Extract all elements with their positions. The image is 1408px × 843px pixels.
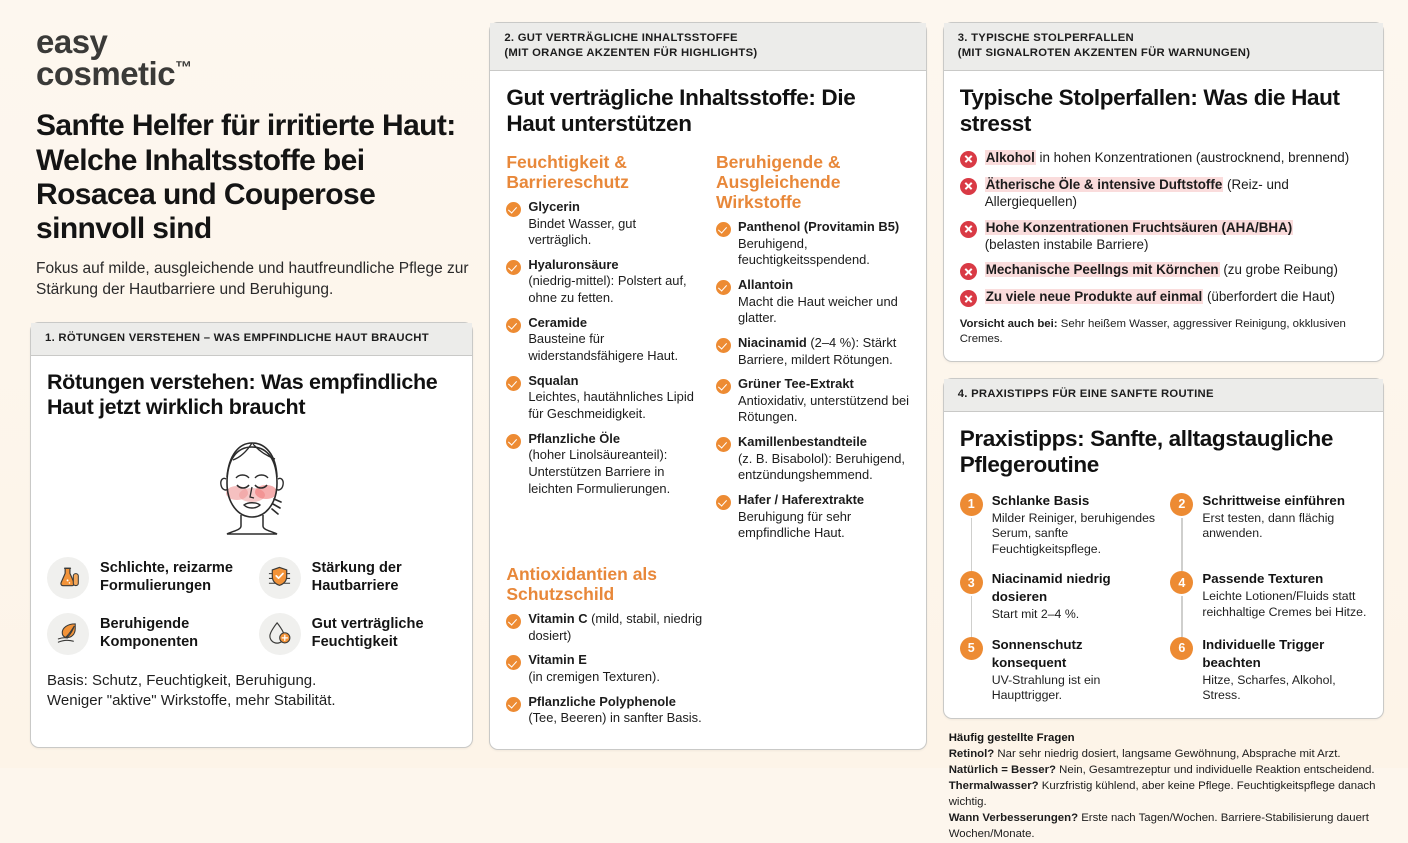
warning-item (960, 149, 1367, 168)
warning-highlight: Mechanische Peellngs mit Körnchen (985, 262, 1219, 278)
tip-title: Sonnenschutz konsequent (991, 636, 1083, 670)
ingredient-name: Squalan (528, 372, 579, 388)
tip-title: Schlanke Basis (991, 492, 1090, 508)
tip-number-badge: 5 (960, 637, 983, 660)
face-illustration-wrap (47, 433, 456, 541)
ingredient-name: Glycerin (528, 198, 580, 214)
ingredient-item (506, 611, 716, 644)
warning-highlight: Zu viele neue Produkte auf einmal (985, 289, 1203, 305)
faq-item (949, 746, 1380, 762)
ingredient-name: Pflanzliche Polyphenole (528, 693, 676, 709)
faq-question: Natürlich = Besser? (948, 763, 1056, 776)
warning-highlight: Alkohol (985, 149, 1035, 165)
tips-grid (960, 492, 1367, 704)
faq-answer: Erste nach Tagen/Wochen. Barriere-Stabilisierung dauert Wochen/Monate. (948, 812, 1369, 841)
faq-answer: Kurzfristig kühlend, aber keine Pflege. Feuchtigkeitspflege danach wichtig. (948, 779, 1376, 809)
check-circle-icon (716, 437, 731, 452)
left-column (30, 22, 473, 748)
ingredient-desc: (2–4 %): Stärkt Barriere, mildert Rötungen. (738, 334, 897, 367)
ingredient-name: Grüner Tee-Extrakt (738, 376, 854, 392)
x-circle-icon (960, 151, 977, 168)
faq-question: Wann Verbesserungen? (948, 812, 1079, 825)
ingredient-name: Vitamin E (528, 652, 587, 668)
card1-footer (47, 671, 456, 712)
brand-logo (36, 23, 473, 92)
warning-rest: (überfordert die Haut) (1203, 289, 1335, 305)
card4-header: 4. PRAXISTIPPS FÜR EINE SANFTE ROUTINE (944, 379, 1383, 412)
card1-footer-line2: Weniger "aktive" Wirkstoffe, mehr Stabilität. (47, 691, 336, 709)
x-circle-icon (960, 178, 977, 195)
ingredient-desc: Bindet Wasser, gut verträglich. (528, 215, 637, 248)
card1-title: Rötungen verstehen: Was empfindliche Haut jetzt wirklich braucht (47, 370, 438, 420)
card3-header-line1: 3. TYPISCHE STOLPERFALLEN (957, 32, 1134, 44)
card3-footer (960, 317, 1367, 347)
faq-item (949, 762, 1380, 778)
ingredient-name: Niacinamid (738, 334, 807, 350)
check-circle-icon (716, 222, 731, 237)
brand-line-1: easy (36, 23, 108, 60)
faq-answer: Nein, Gesamtrezeptur und individuelle Reaktion entscheidend. (1056, 763, 1375, 776)
warning-item (960, 288, 1367, 307)
tip-number-badge: 1 (960, 493, 983, 516)
tip-desc: Hitze, Scharfes, Alkohol, Stress. (1202, 672, 1336, 703)
check-circle-icon (506, 260, 521, 275)
ingredient-desc: Leichtes, hautähnliches Lipid für Geschmeidigkeit. (528, 389, 694, 421)
ingredient-item (506, 315, 700, 365)
ingredient-desc: (hoher Linolsäureanteil): Unterstützen Barriere in leichten Formulierungen. (528, 447, 671, 496)
feature-item (47, 613, 245, 655)
card4-title: Praxistipps: Sanfte, alltagstaugliche Pflegeroutine (959, 426, 1334, 478)
warning-rest: (zu grobe Reibung) (1219, 262, 1338, 278)
check-circle-icon (716, 495, 731, 510)
tip-desc: Start mit 2–4 %. (991, 607, 1080, 622)
warning-item (960, 176, 1367, 211)
ingredient-item (506, 431, 700, 498)
feature-item (47, 557, 245, 599)
tip-number-badge: 2 (1170, 493, 1193, 516)
card3-footer-rest: Sehr heißem Wasser, aggressiver Reinigung, okklusiven Cremes. (959, 318, 1346, 346)
ingredient-item (716, 277, 910, 327)
card2-header (490, 23, 925, 71)
ingredient-item (506, 694, 716, 727)
card3-header (944, 23, 1383, 71)
ingredient-desc: (Tee, Beeren) in sanfter Basis. (528, 710, 702, 726)
warning-highlight: Hohe Konzentrationen Fruchtsäuren (AHA/BHA) (985, 219, 1293, 235)
check-circle-icon (506, 697, 521, 712)
tip-title: Passende Texturen (1202, 571, 1324, 587)
water-drop-icon (259, 613, 301, 655)
ingredient-name: Ceramide (528, 314, 588, 330)
card-typische-stolperfallen (943, 22, 1384, 362)
tip-number-badge: 4 (1170, 571, 1193, 594)
right-column (943, 22, 1384, 841)
check-circle-icon (506, 614, 521, 629)
tip-title: Niacinamid niedrig dosieren (991, 571, 1111, 605)
x-circle-icon (960, 221, 977, 238)
ingredient-desc: Macht die Haut weicher und glatter. (738, 293, 898, 326)
feature-label: Schlichte, reizarme Formulierungen (100, 560, 234, 594)
card1-feature-grid (47, 557, 456, 655)
ingredient-name: Hafer / Haferextrakte (738, 492, 865, 507)
ingredient-list-left (506, 199, 700, 497)
warning-rest: (Reiz- und Allergiequellen) (984, 176, 1289, 210)
faq-item (949, 810, 1380, 842)
ingredient-item (506, 199, 700, 249)
ingredient-name: Panthenol (Provitamin B5) (738, 219, 900, 235)
feature-label: Stärkung der Hautbarriere (311, 560, 402, 594)
tip-number-badge: 3 (960, 571, 983, 594)
leaf-in-hand-icon (47, 613, 89, 655)
group-heading-antioxidantien: Antioxidantien als Schutzschild (506, 563, 658, 605)
tip-item (960, 492, 1157, 557)
ingredient-name: Kamillenbestandteile (738, 434, 867, 450)
ingredient-desc: Beruhigend, feuchtigkeitsspendend. (738, 235, 870, 268)
ingredient-desc: Beruhigung für sehr empfindliche Haut. (738, 508, 852, 541)
check-circle-icon (716, 280, 731, 295)
ingredient-item (716, 376, 910, 426)
tip-number-badge: 6 (1170, 637, 1193, 660)
tip-desc: Leichte Lotionen/Fluids statt reichhaltige Cremes bei Hitze. (1202, 589, 1367, 619)
trademark-symbol: ™ (175, 57, 193, 77)
tip-item (960, 636, 1157, 704)
tip-title: Schrittweise einführen (1202, 492, 1345, 508)
ingredient-item (716, 335, 910, 368)
check-circle-icon (506, 376, 521, 391)
ingredient-name: Pflanzliche Öle (528, 430, 621, 446)
warning-item (960, 219, 1367, 254)
ingredient-desc: (niedrig-mittel): Polstert auf, ohne zu fetten. (528, 273, 687, 306)
group-heading-feuchtigkeit: Feuchtigkeit & Barriereschutz (506, 151, 629, 192)
check-circle-icon (716, 379, 731, 394)
tip-desc: Milder Reiniger, beruhigendes Serum, sanfte Feuchtigkeitspflege. (991, 510, 1156, 556)
feature-item (259, 557, 457, 599)
tip-item (1170, 636, 1367, 704)
tip-desc: UV-Strahlung ist ein Haupttrigger. (991, 672, 1101, 703)
card1-footer-line1: Basis: Schutz, Feuchtigkeit, Beruhigung. (47, 671, 317, 689)
ingredient-item (716, 434, 910, 484)
warning-item (960, 261, 1367, 280)
page-title: Sanfte Helfer für irritierte Haut: Welche Inhaltsstoffe bei Rosacea und Couperose sinnvoll sind (36, 109, 456, 245)
face-with-redness-illustration (193, 433, 311, 541)
middle-column (489, 22, 926, 748)
ingredient-item (716, 492, 910, 542)
tip-desc: Erst testen, dann flächig anwenden. (1202, 510, 1335, 541)
card3-header-line2: (MIT SIGNALROTEN AKZENTEN FÜR WARNUNGEN) (957, 47, 1251, 60)
ingredient-desc: Antioxidativ, unterstützend bei Rötungen. (738, 392, 910, 425)
faq-heading: Häufig gestellte Fragen (948, 731, 1075, 744)
warning-rest: in hohen Konzentrationen (austrocknend, brennend) (1035, 149, 1350, 165)
faq-section (943, 732, 1384, 843)
tip-item (1170, 570, 1367, 622)
shield-brick-wall-icon (259, 557, 301, 599)
card-praxistipps (943, 378, 1384, 719)
card-gut-vertraegliche-inhaltsstoffe (489, 22, 926, 750)
card-roetungen-verstehen (30, 322, 473, 748)
warning-rest: (belasten instabile Barriere) (984, 236, 1149, 252)
ingredient-desc: (z. B. Bisabolol): Beruhigend, entzündungshemmend. (738, 450, 905, 483)
ingredient-columns (506, 152, 909, 550)
faq-question: Thermalwasser? (948, 779, 1039, 792)
card3-footer-label: Vorsicht auch bei: (959, 318, 1058, 331)
ingredient-desc: Bausteine für widerstandsfähigere Haut. (528, 331, 679, 364)
check-circle-icon (506, 318, 521, 333)
ingredient-group-antioxidants (506, 564, 716, 727)
check-circle-icon (506, 434, 521, 449)
check-circle-icon (506, 655, 521, 670)
feature-item (259, 613, 457, 655)
ingredient-group-moisture (506, 152, 700, 550)
page-subtitle: Fokus auf milde, ausgleichende und hautfreundliche Pflege zur Stärkung der Hautbarriere und Beruhigung. (36, 260, 469, 298)
x-circle-icon (960, 263, 977, 280)
warning-highlight: Ätherische Öle & intensive Duftstoffe (985, 176, 1223, 192)
group-heading-beruhigende: Beruhigende & Ausgleichende Wirkstoffe (716, 151, 841, 212)
feature-label: Gut verträgliche Feuchtigkeit (311, 616, 424, 650)
check-circle-icon (716, 338, 731, 353)
ingredient-name: Vitamin C (528, 611, 588, 627)
card3-title: Typische Stolperfallen: Was die Haut stresst (959, 85, 1340, 137)
faq-question: Retinol? (948, 747, 995, 760)
brand-line-2: cosmetic (36, 54, 176, 92)
ingredient-group-soothing (716, 152, 910, 550)
ingredient-list-right (716, 219, 910, 542)
ingredient-name: Allantoin (738, 276, 794, 292)
ingredient-item (506, 257, 700, 307)
tip-item (960, 570, 1157, 622)
ingredient-desc: (in cremigen Texturen). (528, 669, 660, 685)
check-circle-icon (506, 202, 521, 217)
faq-answer: Nar sehr niedrig dosiert, langsame Gewöhnung, Absprache mit Arzt. (994, 747, 1341, 760)
ingredient-item (506, 652, 716, 685)
card2-header-line2: (MIT ORANGE AKZENTEN FÜR HIGHLIGHTS) (504, 47, 758, 60)
tip-title: Individuelle Trigger beachten (1202, 636, 1325, 670)
warning-list (960, 149, 1367, 308)
ingredient-item (506, 373, 700, 423)
card2-title: Gut verträgliche Inhaltsstoffe: Die Haut unterstützen (506, 85, 856, 137)
card2-header-line1: 2. GUT VERTRÄGLICHE INHALTSSTOFFE (504, 32, 738, 44)
feature-label: Beruhigende Komponenten (100, 616, 199, 650)
ingredient-desc: (mild, stabil, niedrig dosiert) (528, 611, 703, 643)
ingredient-name: Hyaluronsäure (528, 256, 619, 272)
tip-item (1170, 492, 1367, 557)
faq-item (949, 778, 1380, 810)
x-circle-icon (960, 290, 977, 307)
flask-test-tube-icon (47, 557, 89, 599)
ingredient-item (716, 219, 910, 269)
card1-header: 1. RÖTUNGEN VERSTEHEN – WAS EMPFINDLICHE HAUT BRAUCHT (31, 323, 472, 356)
ingredient-list-antiox (506, 611, 716, 727)
